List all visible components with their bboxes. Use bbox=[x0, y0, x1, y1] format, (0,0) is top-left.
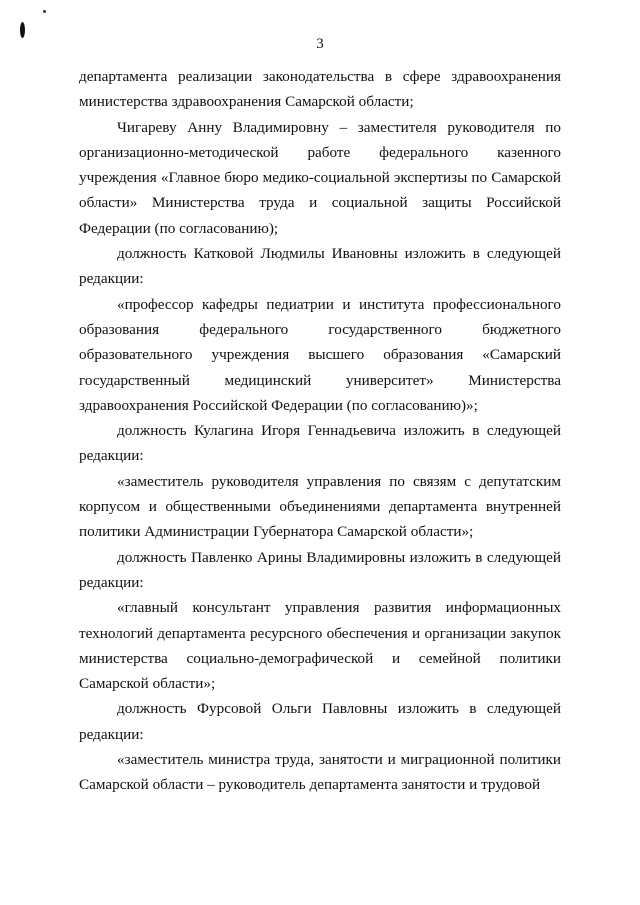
paragraph-chigareva: Чигареву Анну Владимировну – заместителя руководителя по организационно-методической работе федерального казенного учреждения «Главное бюро медико-социальной экспертизы по Самарской области» Министерства труда и социальной защиты Российской Федерации (по согласованию); bbox=[79, 118, 561, 237]
paragraph-kulagin-intro: должность Кулагина Игоря Геннадьевича изложить в следующей редакции: bbox=[79, 422, 561, 465]
paragraph-fursova-position: «заместитель министра труда, занятости и миграционной политики Самарской области – руководитель департамента занятости и трудовой bbox=[79, 751, 561, 794]
document-body bbox=[79, 64, 561, 798]
paragraph-department-continuation: департамента реализации законодательства в сфере здравоохранения министерства здравоохранения Самарской области; bbox=[79, 68, 561, 111]
paragraph-pavlenko-intro: должность Павленко Арины Владимировны изложить в следующей редакции: bbox=[79, 548, 561, 591]
paragraph-katkova-position: «профессор кафедры педиатрии и института профессионального образования федерального государственного бюджетного образовательного учреждения высшего образования «Самарский государственный медицинский университет» Министерства здравоохранения Российской Федерации (по согласованию)»; bbox=[79, 295, 561, 414]
scan-speck bbox=[43, 10, 46, 13]
paragraph-fursova-intro: должность Фурсовой Ольги Павловны изложить в следующей редакции: bbox=[79, 700, 561, 743]
page-number: 3 bbox=[316, 36, 324, 52]
paragraph-pavlenko-position: «главный консультант управления развития информационных технологий департамента ресурсного обеспечения и организации закупок министерства социально-демографической и семейной политики Самарской области»; bbox=[79, 599, 561, 693]
paragraph-kulagin-position: «заместитель руководителя управления по связям с депутатским корпусом и общественными объединениями департамента внутренней политики Администрации Губернатора Самарской области»; bbox=[79, 472, 561, 541]
paragraph-katkova-intro: должность Катковой Людмилы Ивановны изложить в следующей редакции: bbox=[79, 245, 561, 288]
